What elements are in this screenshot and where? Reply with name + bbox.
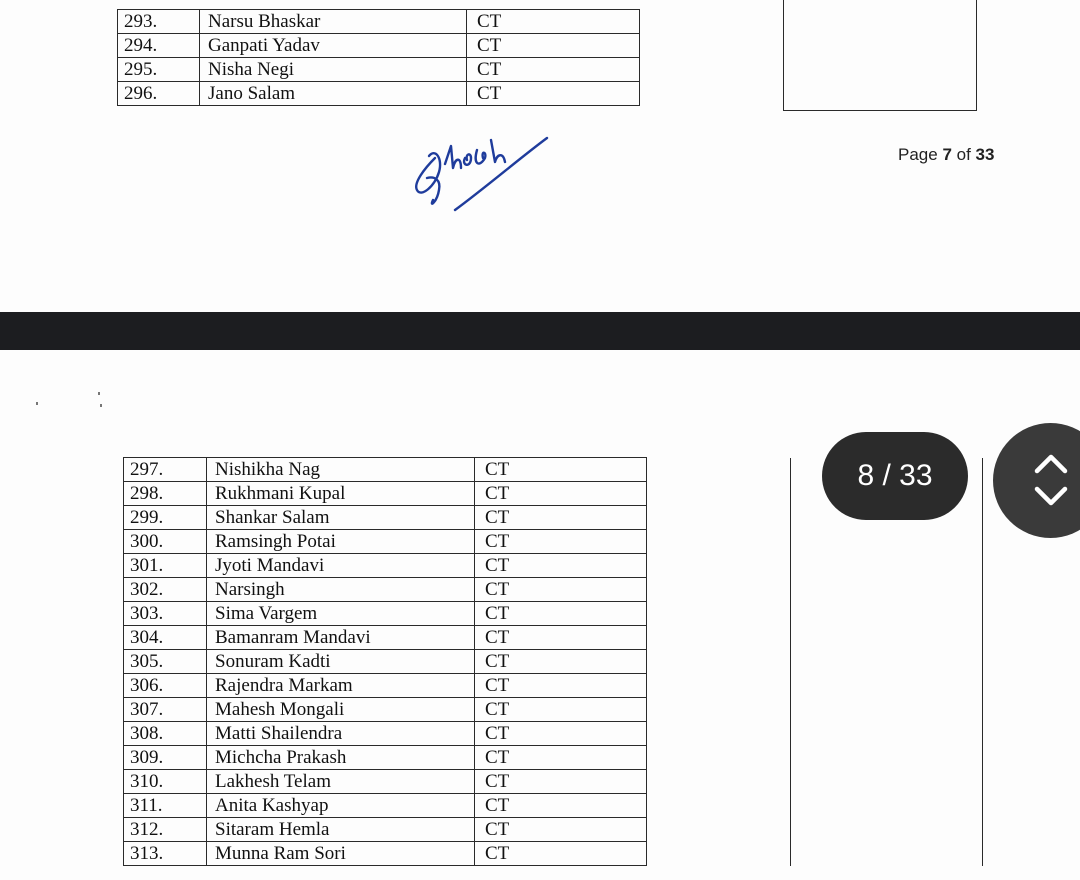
table-row <box>118 58 784 82</box>
row-number: 301. <box>124 554 207 578</box>
person-name: Shankar Salam <box>207 506 475 530</box>
blank-cell <box>647 554 791 578</box>
person-name: Nishikha Nag <box>207 458 475 482</box>
scan-speck <box>98 392 100 395</box>
rank-cell: CT <box>475 842 647 866</box>
blank-cell <box>791 650 983 674</box>
table-row <box>124 722 983 746</box>
blank-cell <box>791 626 983 650</box>
blank-cell <box>791 554 983 578</box>
table-row <box>124 578 983 602</box>
rank-cell: CT <box>475 626 647 650</box>
rank-cell: CT <box>467 58 640 82</box>
table-row <box>118 34 784 58</box>
rank-cell: CT <box>475 458 647 482</box>
rank-cell: CT <box>475 506 647 530</box>
person-name: Ramsingh Potai <box>207 530 475 554</box>
blank-cell <box>791 794 983 818</box>
rank-cell: CT <box>475 578 647 602</box>
rank-cell: CT <box>475 650 647 674</box>
person-name: Sitaram Hemla <box>207 818 475 842</box>
chevron-up-icon[interactable] <box>1037 457 1065 471</box>
person-name: Jano Salam <box>200 82 467 106</box>
page-nav-icons <box>1023 445 1079 515</box>
page-indicator: 8 / 33 <box>822 432 968 520</box>
row-number: 311. <box>124 794 207 818</box>
blank-cell <box>640 58 784 82</box>
table-row <box>124 746 983 770</box>
blank-cell <box>791 770 983 794</box>
person-name: Narsingh <box>207 578 475 602</box>
blank-cell <box>647 674 791 698</box>
row-number: 308. <box>124 722 207 746</box>
row-number: 306. <box>124 674 207 698</box>
page-footer-label: Page 7 of 33 <box>898 145 995 164</box>
table-row <box>124 770 983 794</box>
rank-cell: CT <box>467 10 640 34</box>
blank-cell <box>791 746 983 770</box>
rank-cell: CT <box>475 746 647 770</box>
rank-cell: CT <box>475 698 647 722</box>
person-name: Sonuram Kadti <box>207 650 475 674</box>
table-row <box>118 82 784 106</box>
person-name: Munna Ram Sori <box>207 842 475 866</box>
person-name: Nisha Negi <box>200 58 467 82</box>
scan-speck <box>100 404 102 407</box>
table-row <box>124 674 983 698</box>
table-row <box>124 842 983 866</box>
blank-cell <box>791 722 983 746</box>
rank-cell: CT <box>475 794 647 818</box>
row-number: 298. <box>124 482 207 506</box>
person-name: Narsu Bhaskar <box>200 10 467 34</box>
rank-cell: CT <box>475 674 647 698</box>
row-number: 295. <box>118 58 200 82</box>
blank-cell <box>791 602 983 626</box>
blank-cell <box>647 458 791 482</box>
rank-cell: CT <box>475 482 647 506</box>
person-name: Anita Kashyap <box>207 794 475 818</box>
table-row <box>124 650 983 674</box>
blank-cell <box>791 698 983 722</box>
rank-cell: CT <box>475 554 647 578</box>
blank-cell <box>647 650 791 674</box>
table-row <box>124 818 983 842</box>
rank-cell: CT <box>475 770 647 794</box>
row-number: 303. <box>124 602 207 626</box>
person-name: Mahesh Mongali <box>207 698 475 722</box>
person-name: Ganpati Yadav <box>200 34 467 58</box>
row-number: 313. <box>124 842 207 866</box>
row-number: 296. <box>118 82 200 106</box>
blank-cell <box>647 818 791 842</box>
signature-image <box>405 128 555 218</box>
row-number: 305. <box>124 650 207 674</box>
table-row <box>118 10 784 34</box>
table-row <box>124 554 983 578</box>
row-number: 293. <box>118 10 200 34</box>
blank-cell <box>791 842 983 866</box>
row-number: 299. <box>124 506 207 530</box>
blank-cell <box>647 722 791 746</box>
document-page-8 <box>0 350 1080 880</box>
blank-cell <box>791 578 983 602</box>
person-name: Rajendra Markam <box>207 674 475 698</box>
person-name: Michcha Prakash <box>207 746 475 770</box>
person-name: Bamanram Mandavi <box>207 626 475 650</box>
table-row <box>124 794 983 818</box>
rank-cell: CT <box>475 530 647 554</box>
blank-cell <box>647 842 791 866</box>
table-row <box>124 698 983 722</box>
document-page-7 <box>0 0 1080 312</box>
scan-speck <box>36 402 38 405</box>
blank-cell <box>791 674 983 698</box>
rank-cell: CT <box>467 34 640 58</box>
blank-cell <box>647 698 791 722</box>
person-name: Rukhmani Kupal <box>207 482 475 506</box>
blank-cell <box>647 578 791 602</box>
table-row <box>124 602 983 626</box>
table-row <box>124 626 983 650</box>
rank-cell: CT <box>467 82 640 106</box>
blank-cell <box>791 818 983 842</box>
rank-cell: CT <box>475 818 647 842</box>
row-number: 310. <box>124 770 207 794</box>
row-number: 297. <box>124 458 207 482</box>
table-right-column-frame <box>783 0 977 111</box>
table-row <box>124 530 983 554</box>
row-number: 307. <box>124 698 207 722</box>
person-name: Sima Vargem <box>207 602 475 626</box>
person-name: Matti Shailendra <box>207 722 475 746</box>
blank-cell <box>647 506 791 530</box>
row-number: 304. <box>124 626 207 650</box>
blank-cell <box>647 530 791 554</box>
row-number: 312. <box>124 818 207 842</box>
rank-cell: CT <box>475 722 647 746</box>
roster-table-page-7 <box>117 9 784 106</box>
chevron-down-icon[interactable] <box>1037 489 1065 503</box>
page-separator <box>0 312 1080 350</box>
blank-cell <box>647 602 791 626</box>
person-name: Jyoti Mandavi <box>207 554 475 578</box>
rank-cell: CT <box>475 602 647 626</box>
blank-cell <box>647 794 791 818</box>
row-number: 300. <box>124 530 207 554</box>
row-number: 302. <box>124 578 207 602</box>
blank-cell <box>640 34 784 58</box>
blank-cell <box>640 10 784 34</box>
blank-cell <box>647 626 791 650</box>
row-number: 309. <box>124 746 207 770</box>
blank-cell <box>640 82 784 106</box>
row-number: 294. <box>118 34 200 58</box>
blank-cell <box>647 746 791 770</box>
blank-cell <box>647 770 791 794</box>
person-name: Lakhesh Telam <box>207 770 475 794</box>
blank-cell <box>647 482 791 506</box>
blank-cell <box>791 530 983 554</box>
